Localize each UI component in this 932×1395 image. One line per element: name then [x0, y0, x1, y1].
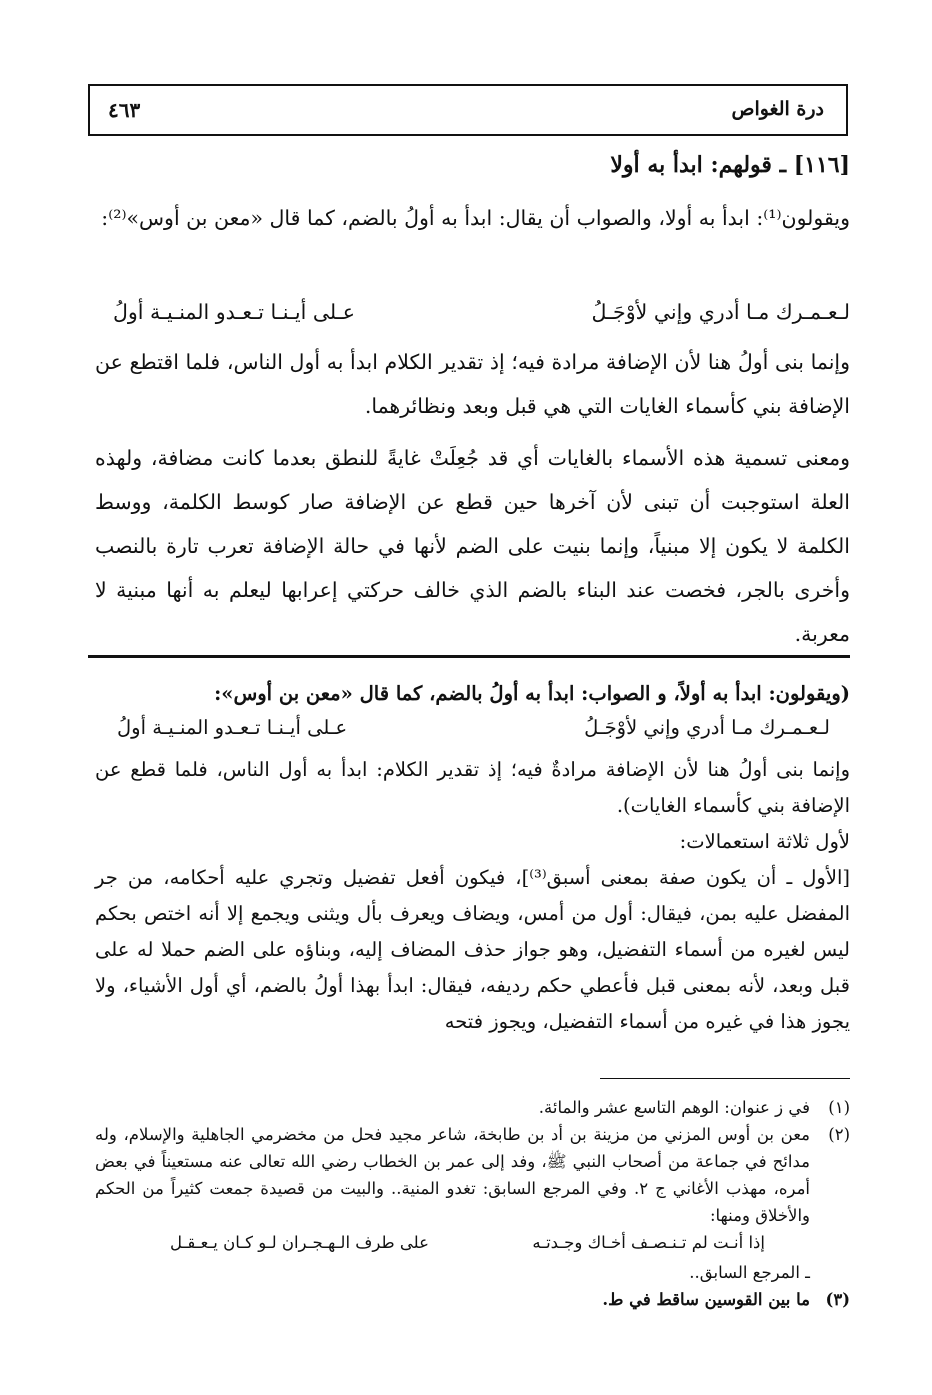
commentary-verse-second: عـلى أيـنـا تـعـدو المنـيـة أولُ	[117, 716, 348, 739]
footnote-number: (١)	[828, 1098, 850, 1117]
main-paragraph-1: ويقولون⁽¹⁾: ابدأ به أولا، والصواب أن يقال: ابدأ به أولُ بالضم، كما قال «معن بن أوس»⁽²⁾:	[101, 206, 850, 230]
commentary-body	[95, 752, 850, 1040]
page-number: ٤٦٣	[108, 98, 141, 122]
footnote	[95, 1094, 850, 1121]
commentary-verse	[95, 716, 850, 752]
footnote-number: (٢)	[828, 1125, 850, 1144]
footnote-source: ـ المرجع السابق..	[689, 1263, 810, 1282]
commentary-divider	[88, 655, 850, 658]
footnote-verse-second: على طرف الـهـجـران لـو كـان يـعـقـل	[170, 1233, 429, 1252]
book-title: درة الغواص	[731, 98, 824, 120]
footnote-text: ما بين القوسين ساقط في ط.	[602, 1290, 810, 1309]
footnote	[95, 1286, 850, 1313]
verse-first-hemistich: لـعـمـرك مـا أدري وإني لأوْجَـلُ	[591, 300, 850, 324]
commentary-line-3: [الأول ـ أن يكون صفة بمعنى أسبق⁽³⁾]، فيكون أفعل تفضيل وتجري عليه أحكامه، من جر المفضل عليه بمن، فيقال: أول من أمس، ويضاف ويعرف بأل ويثنى ويجمع إلا أنه اختص بحكم ليس لغيره من أسماء التفضيل، وهو جواز حذف المضاف إليه، وبناؤه على الضم حملا له على قبل وبعد، لأنه بمعنى قبل فأعطي حكم رديفه، فيقال: ابدأ بهذا أولُ بالضم، أي أول الأشياء، ولا يجوز هذا في غيره من أسماء التفضيل، ويجوز فتحه	[95, 866, 850, 1033]
main-paragraph-3: ومعنى تسمية هذه الأسماء بالغايات أي قد جُعِلَتْ غايةً للنطق بعدما كانت مضافة، ولهذه العلة استوجبت أن تبنى لأن آخرها حين قطع عن الإضافة صار كوسط الكلمة، ووسط الكلمة لا يكون إلا مبنياً، وإنما بنيت على الضم لأنها في حالة الإضافة تعرب تارة بالنصب وأخرى بالجر، فخصت عند البناء بالضم الذي خالف حركتي إعرابها ليعلم به أنها مبنية لا معربة.	[95, 446, 850, 646]
footnote-verse	[95, 1229, 850, 1259]
commentary-lead: (ويقولون: ابدأ به أولاً، و الصواب: ابدأ به أولُ بالضم، كما قال «معن بن أوس»:	[214, 682, 850, 705]
commentary-line-1: وإنما بنى أولُ هنا لأن الإضافة مرادةٌ فيه؛ إذ تقدير الكلام: ابدأ به أول الناس، فلما قطع عن الإضافة بني كأسماء الغايات).	[95, 758, 850, 817]
verse-second-hemistich: عـلى أيـنـا تـعـدو المنـيـة أولُ	[113, 300, 355, 324]
running-header	[88, 84, 848, 136]
footnote-divider	[600, 1078, 850, 1079]
section-heading: [١١٦] ـ قولهم: ابدأ به أولا	[610, 152, 850, 178]
main-verse	[95, 300, 850, 340]
footnote-text: في ز عنوان: الوهم التاسع عشر والمائة.	[538, 1098, 810, 1117]
main-paragraph-2: وإنما بنى أولُ هنا لأن الإضافة مرادة فيه؛ إذ تقدير الكلام ابدأ به أول الناس، فلما اقتطع عن الإضافة بني كأسماء الغايات التي هي قبل وبعد ونظائرهما.	[95, 350, 850, 418]
footnote	[95, 1121, 850, 1229]
commentary-verse-first: لـعـمـرك مـا أدري وإني لأوْجَـلُ	[584, 716, 830, 739]
footnote-number: (٣)	[825, 1290, 850, 1309]
footnote-verse-first: إذا أنـت لم تـنـصـف أخـاك وجـدتـه	[532, 1233, 765, 1252]
commentary-line-2: لأول ثلاثة استعمالات:	[679, 830, 850, 853]
footnote-text: معن بن أوس المزني من مزينة بن أد بن طابخة، شاعر مجيد فحل من مخضرمي الجاهلية والإسلام، وله مدائح في جماعة من أصحاب النبي ﷺ، وفد إلى عمر بن الخطاب رضي الله تعالى عنه مستعيناً في بعض أمره، مهذب الأغاني ج ٢. وفي المرجع السابق: تغدو المنية.. والبيت من قصيدة جمعت كثيراً من الحكم والأخلاق ومنها:	[95, 1125, 811, 1225]
footnotes	[95, 1094, 850, 1313]
